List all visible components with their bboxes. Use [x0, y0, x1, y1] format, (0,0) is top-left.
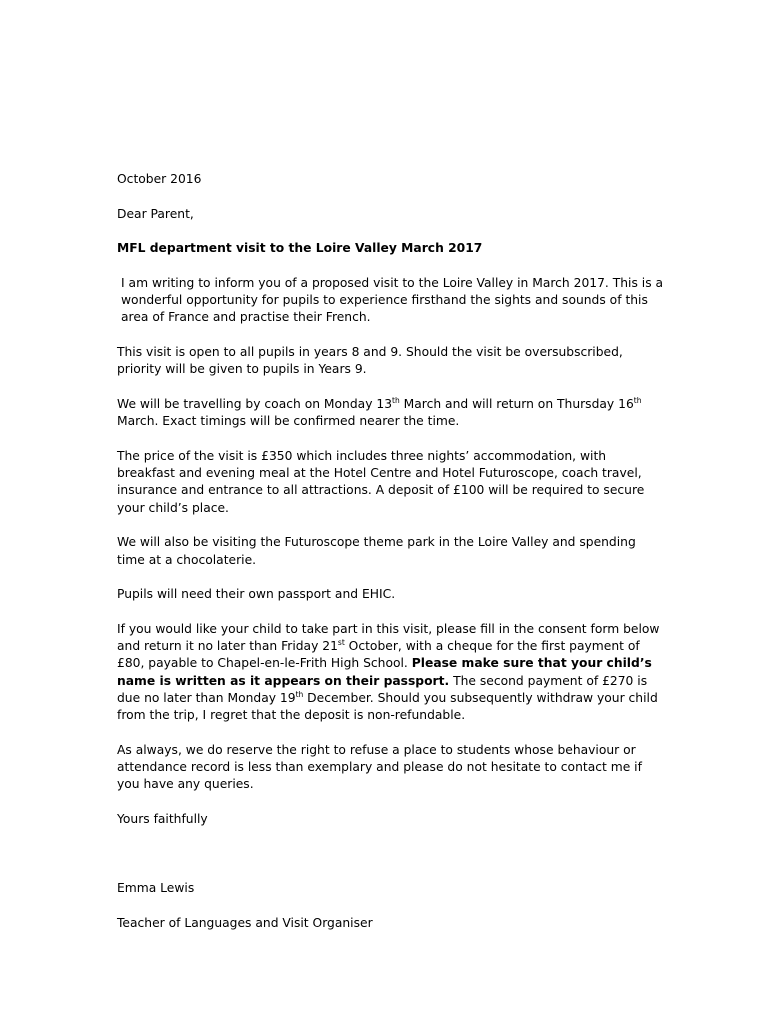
- paragraph-consent: [117, 621, 665, 725]
- signer-role: Teacher of Languages and Visit Organiser: [117, 915, 373, 930]
- ordinal-suffix: th: [295, 689, 304, 699]
- consent-text-b: October, with a cheque for the first payment of £80, payable to Chapel-en-le-Frith High School.: [117, 639, 640, 671]
- signature-space: [117, 846, 665, 881]
- paragraph-intro: I am writing to inform you of a proposed visit to the Loire Valley in March 2017. This is a wonderful opportunity for pupils to experience firsthand the sights and sounds of this area of France and practise their French.: [121, 275, 664, 325]
- travel-text-b: March and will return on Thursday 16: [399, 396, 634, 411]
- signer-name: Emma Lewis: [117, 881, 195, 896]
- paragraph-price: The price of the visit is £350 which includes three nights’ accommodation, with breakfast and evening meal at the Hotel Centre and Hotel Futuroscope, coach travel, insurance and entrance to all attractions. A deposit of £100 will be required to secure your child’s place.: [117, 448, 645, 515]
- ordinal-suffix: th: [633, 395, 642, 405]
- ordinal-suffix: th: [392, 395, 400, 405]
- paragraph-conduct: As always, we do reserve the right to refuse a place to students whose behaviour or attendance record is less than exemplary and please do not hesitate to contact me if you have any queries.: [117, 742, 642, 792]
- letter-body: [117, 171, 665, 949]
- consent-text-a: If you would like your child to take part in this visit, please fill in the consent form below and return it no later than Friday 21: [117, 621, 660, 654]
- letter-salutation: Dear Parent,: [117, 206, 194, 221]
- ordinal-suffix: st: [337, 638, 345, 648]
- travel-text-a: We will be travelling by coach on Monday 13: [117, 396, 393, 411]
- travel-text-c: March. Exact timings will be confirmed nearer the time.: [117, 414, 460, 429]
- letter-date: October 2016: [117, 172, 202, 186]
- paragraph-futuroscope: We will also be visiting the Futuroscope theme park in the Loire Valley and spending time at a chocolaterie.: [117, 535, 636, 567]
- consent-text-c: The second payment of £270 is due no later than Monday 19: [117, 673, 648, 705]
- paragraph-eligibility: This visit is open to all pupils in years 8 and 9. Should the visit be oversubscribed, priority will be given to pupils in Years 9.: [117, 344, 623, 377]
- paragraph-travel-dates: [117, 396, 665, 431]
- letter-title: MFL department visit to the Loire Valley March 2017: [117, 241, 483, 256]
- letter-closing: Yours faithfully: [117, 811, 208, 826]
- consent-bold-note: Please make sure that your child’s name is written as it appears on their passport.: [117, 656, 652, 688]
- paragraph-passport: Pupils will need their own passport and EHIC.: [117, 587, 396, 602]
- consent-text-d: December. Should you subsequently withdraw your child from the trip, I regret that the deposit is non-refundable.: [117, 690, 658, 723]
